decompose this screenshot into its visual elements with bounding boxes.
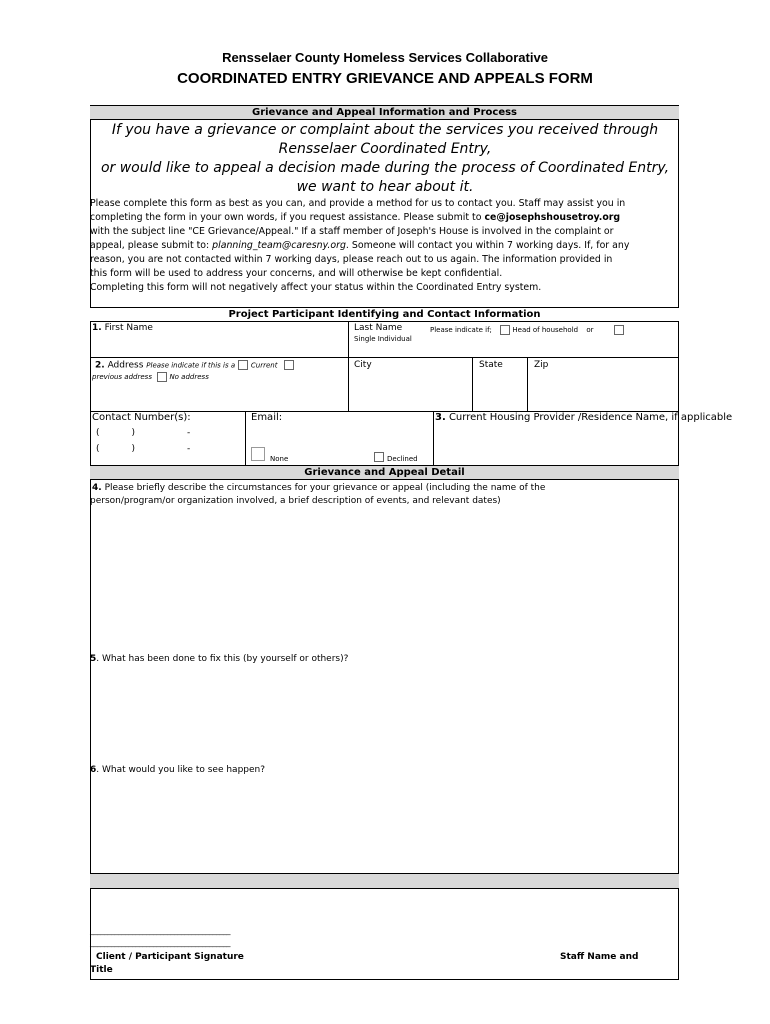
email-none-checkbox[interactable]: [251, 447, 265, 461]
last-name-label: Last Name: [354, 323, 403, 333]
submit-email-link[interactable]: ce@josephshousetroy.org: [484, 212, 621, 223]
housing-provider-label: 3. Current Housing Provider /Residence Name, if applicable: [435, 412, 733, 423]
organization-name: Rensselaer County Homeless Services Collaborative: [222, 50, 548, 65]
client-signature-line[interactable]: ________________________________________: [90, 926, 230, 935]
previous-address-checkbox[interactable]: [284, 360, 294, 370]
phone-field-2[interactable]: ( ) -: [96, 444, 191, 454]
client-signature-label: Client / Participant Signature: [96, 952, 244, 962]
intro-line-3: or would like to appeal a decision made during the process of Coordinated Entry,: [100, 160, 670, 176]
current-address-checkbox[interactable]: [238, 360, 248, 370]
section-heading-participant: Project Participant Identifying and Contact Information: [90, 307, 679, 322]
email-label: Email:: [251, 412, 283, 423]
city-label: City: [354, 360, 372, 370]
instructions-line-7: Completing this form will not negatively affect your status within the Coordinated Entry system.: [90, 282, 542, 293]
instructions-line-3: with the subject line "CE Grievance/Appeal." If a staff member of Joseph's House is involved in the complaint or: [90, 226, 614, 237]
instructions-line-1: Please complete this form as best as you can, and provide a method for us to contact you. Staff may assist you in: [90, 198, 626, 209]
address-note-2: previous address No address: [92, 373, 209, 381]
email-none-label: None: [270, 455, 289, 463]
signature-separator: [90, 873, 679, 889]
question-4-line-2: person/program/or organization involved, a brief description of events, and relevant dates): [90, 496, 501, 506]
instructions-line-5: reason, you are not contacted within 7 working days, please reach out to us again. The information provided in: [90, 254, 613, 265]
single-individual-checkbox[interactable]: [614, 325, 624, 335]
section-heading-info: Grievance and Appeal Information and Process: [90, 105, 679, 120]
title-label: Title: [90, 965, 113, 975]
phone-field-1[interactable]: ( ) -: [96, 428, 191, 438]
email-declined-label: Declined: [387, 455, 418, 463]
form-title: COORDINATED ENTRY GRIEVANCE AND APPEALS FORM: [177, 70, 593, 87]
email-declined-checkbox[interactable]: [374, 452, 384, 462]
head-of-household-checkbox[interactable]: [500, 325, 510, 335]
single-individual-label: Single Individual: [354, 335, 412, 343]
instructions-line-2: completing the form in your own words, if you request assistance. Please submit to ce@josephshousetroy.org: [90, 212, 621, 223]
zip-label: Zip: [534, 360, 549, 370]
household-indicator: Please indicate if; Head of household or: [430, 325, 624, 335]
question-6: 6. What would you like to see happen?: [90, 765, 266, 775]
section-heading-detail: Grievance and Appeal Detail: [90, 465, 679, 480]
intro-line-4: we want to hear about it.: [296, 179, 474, 195]
instructions-line-4: appeal, please submit to: planning_team@caresny.org. Someone will contact you within 7 working days. If, for any: [90, 240, 630, 251]
state-label: State: [479, 360, 503, 370]
staff-signature-line[interactable]: ________________________________________: [90, 938, 230, 947]
intro-line-1: If you have a grievance or complaint about the services you received through: [111, 122, 659, 138]
grievance-description-field[interactable]: [92, 512, 677, 650]
contact-numbers-label: Contact Number(s):: [92, 412, 191, 423]
address-label: 2. Address Please indicate if this is a Current: [95, 360, 294, 372]
desired-outcome-field[interactable]: [92, 779, 677, 871]
first-name-label: 1. First Name: [92, 323, 153, 333]
planning-email-link[interactable]: planning_team@caresny.org: [212, 240, 346, 251]
intro-line-2: Rensselaer Coordinated Entry,: [278, 141, 492, 157]
staff-name-label: Staff Name and: [560, 952, 639, 962]
no-address-checkbox[interactable]: [157, 372, 167, 382]
instructions-line-6: this form will be used to address your concerns, and will otherwise be kept confidential.: [90, 268, 503, 279]
question-4: 4. Please briefly describe the circumstances for your grievance or appeal (including the name of the: [92, 483, 546, 493]
question-5: 5. What has been done to fix this (by yourself or others)?: [90, 654, 349, 664]
fix-attempts-field[interactable]: [92, 668, 677, 760]
